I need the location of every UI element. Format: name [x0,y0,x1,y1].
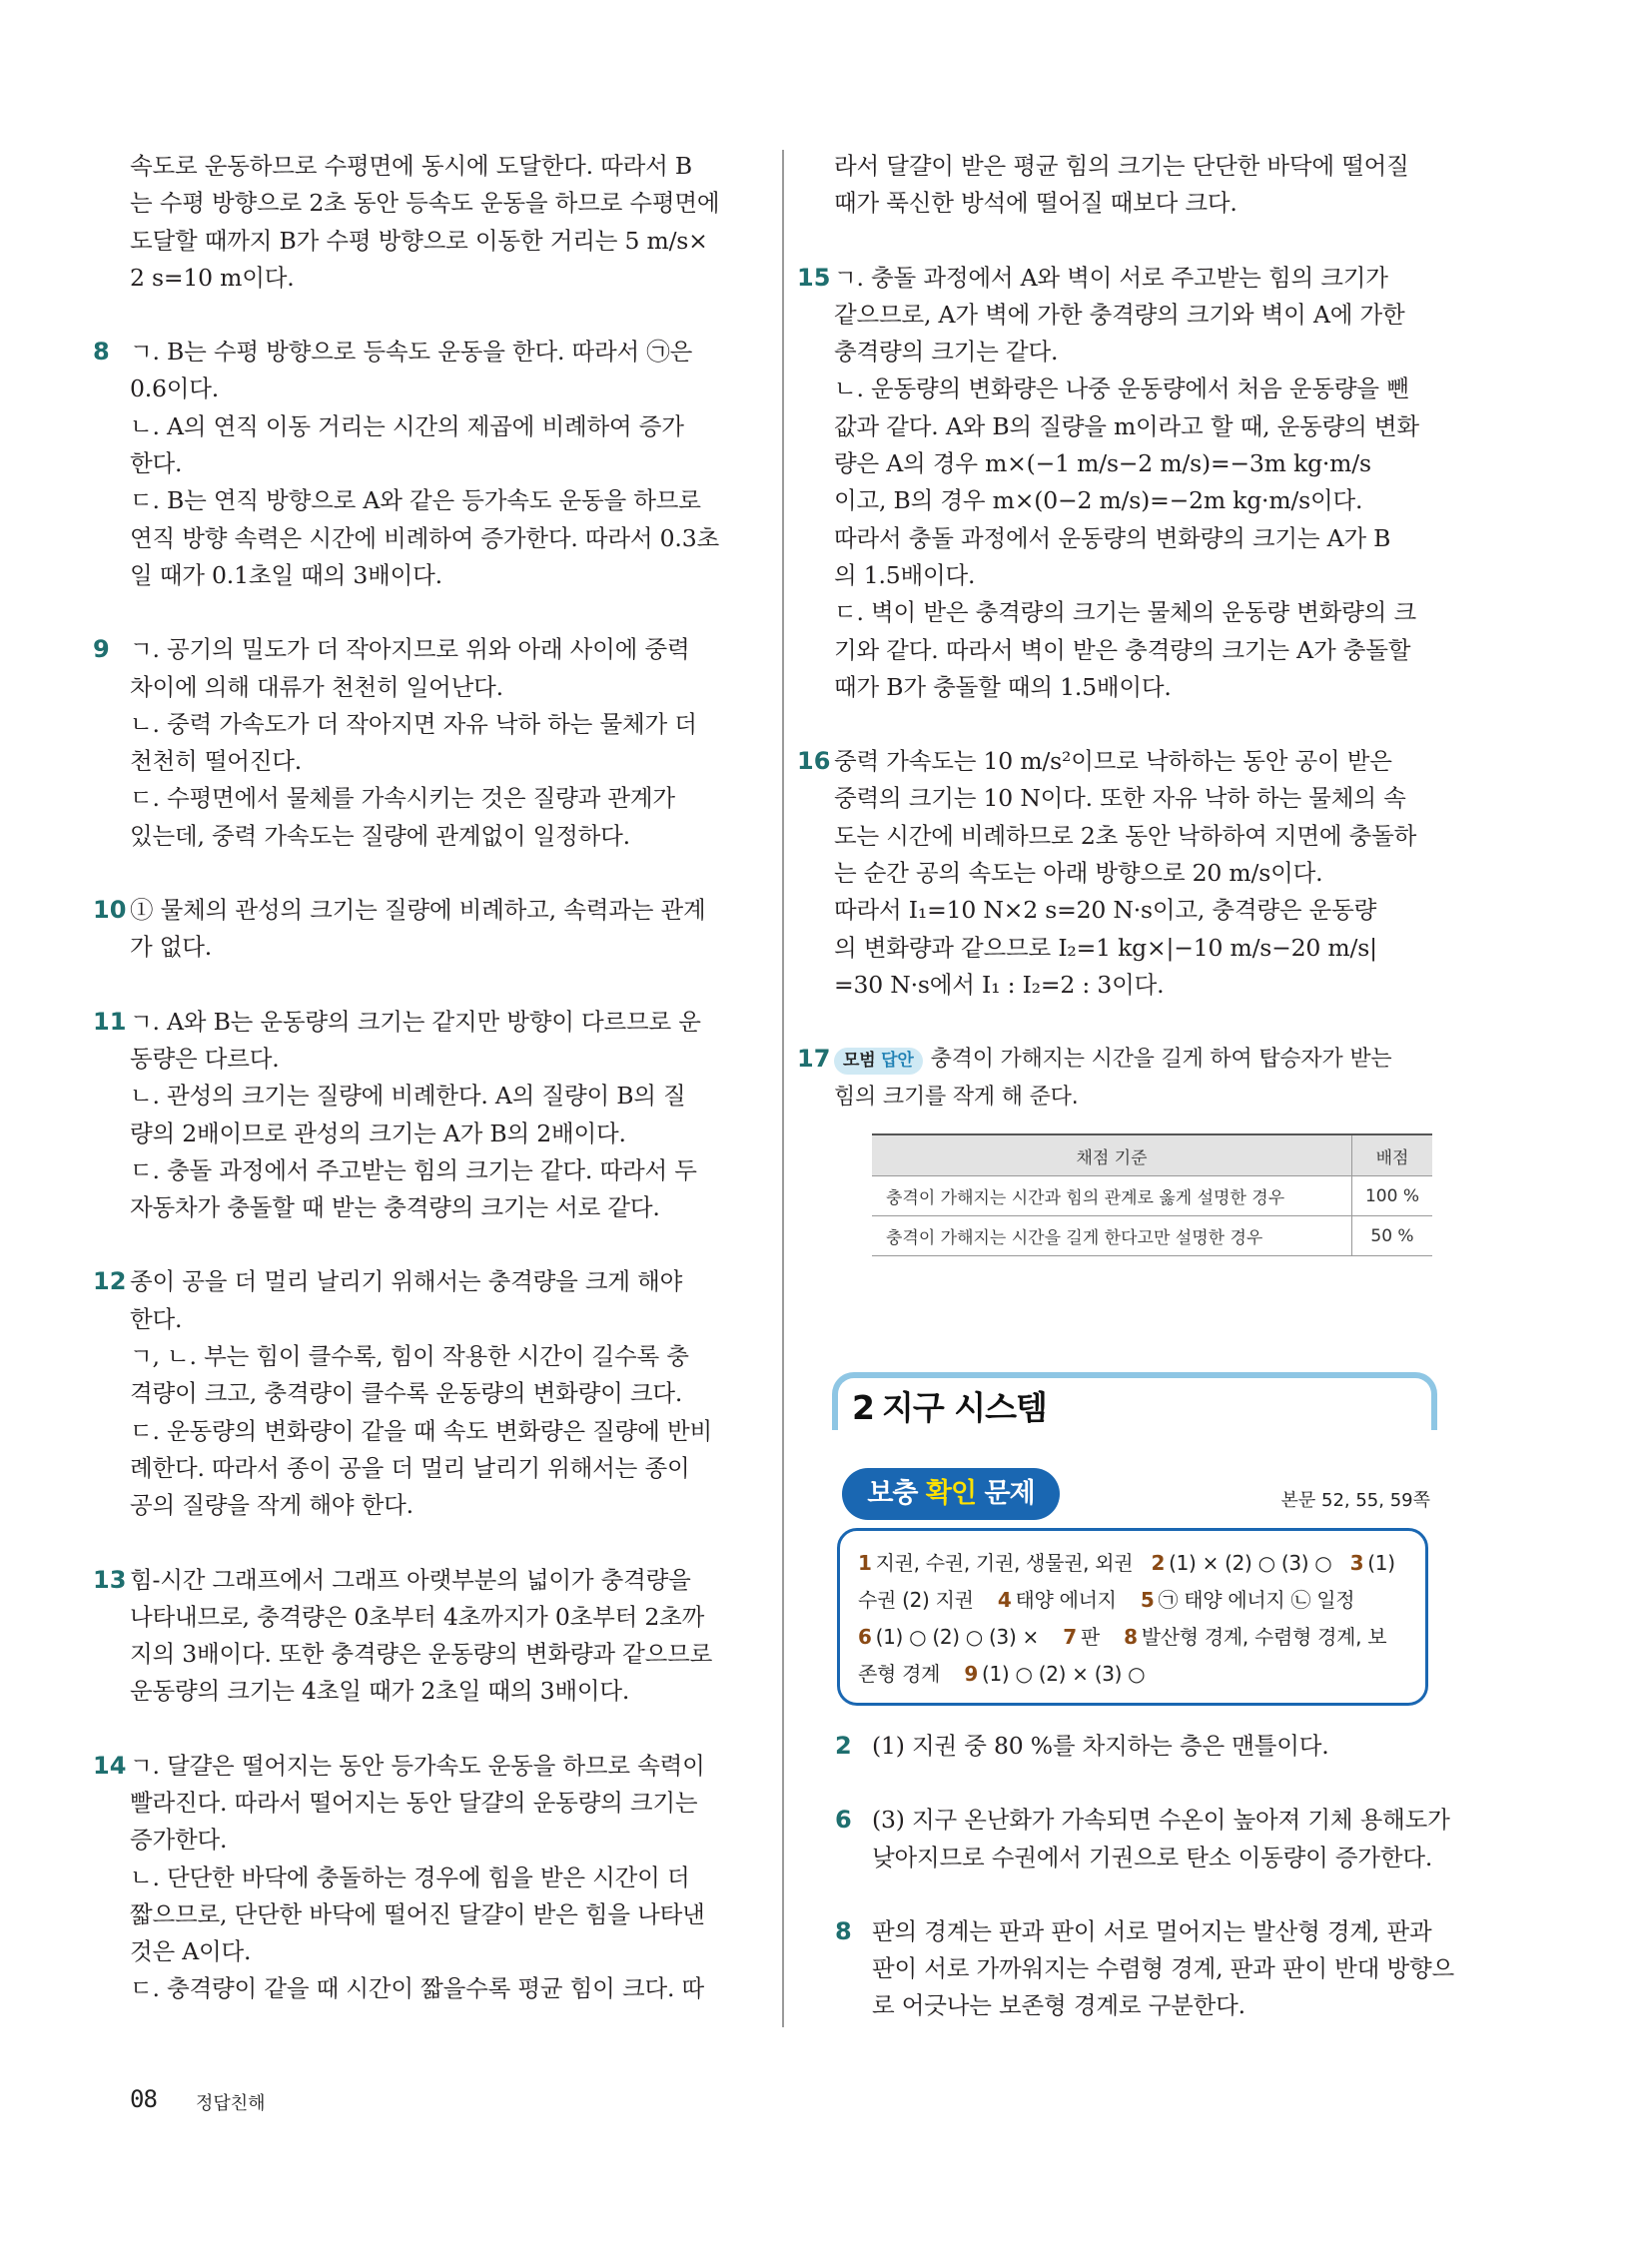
text-line: ㄴ. A의 연직 이동 거리는 시간의 제곱에 비례하여 증가 [130,411,684,440]
text-line: 는 수평 방향으로 2초 동안 등속도 운동을 하므로 수평면에 [130,189,720,218]
answer-item-10 [93,892,729,967]
column-divider [782,150,784,2027]
text-line: 판이 서로 가까워지는 수렴형 경계, 판과 판이 반대 방향으 [872,1954,1454,1983]
left-column [93,148,729,2008]
answer-text: 태양 에너지 [1015,1588,1117,1612]
text-line: 따라서 충돌 과정에서 운동량의 변화량의 크기는 A가 B [834,523,1391,552]
answer-number: 8 [1124,1625,1138,1649]
text-line: 때가 푹신한 방석에 떨어질 때보다 크다. [834,189,1238,218]
text-line: ㄴ. 운동량의 변화량은 나중 운동량에서 처음 운동량을 뺀 [834,374,1409,403]
model-answer-text: 충격이 가해지는 시간을 길게 하여 탑승자가 받는 [930,1047,1392,1073]
text-line: 도는 시간에 비례하므로 2초 동안 낙하하여 지면에 충돌하 [834,821,1417,850]
answer-item-17 [797,1041,1434,1116]
text-line: 낮아지므로 수권에서 기권으로 탄소 이동량이 증가한다. [872,1843,1433,1871]
model-answer-badge [834,1048,923,1075]
scoring-table [872,1133,1432,1256]
answer-number: 2 [1151,1551,1166,1575]
item-number: 8 [835,1916,852,1945]
explanation-item-2 [835,1728,1432,1765]
answer-item-14 [93,1748,729,2008]
pill-text: 보충 [867,1478,918,1509]
score-cell: 50 % [1352,1216,1433,1256]
text-line: 값과 같다. A와 B의 질량을 m이라고 할 때, 운동량의 변화 [834,411,1419,440]
item-number: 17 [797,1045,831,1074]
text-line: ㄱ. A와 B는 운동량의 크기는 같지만 방향이 다르므로 운 [130,1007,701,1036]
text-line: 량의 2배이므로 관성의 크기는 A가 B의 2배이다. [130,1119,626,1147]
text-line: 중력의 크기는 10 N이다. 또한 자유 낙하 하는 물체의 속 [834,784,1406,813]
answer-item-9 [93,631,729,855]
section-number: 2 [852,1388,874,1427]
text-line: 한다. [130,1304,183,1333]
text-line: 의 변화량과 같으므로 I₂=1 kg×|−10 m/s−20 m/s| [834,933,1377,962]
text-line: 때가 B가 충돌할 때의 1.5배이다. [834,672,1172,701]
text-line: 충격량의 크기는 같다. [834,338,1059,367]
text-line: 가 없다. [130,933,213,962]
answer-text: 존형 경계 [858,1662,941,1686]
answer-item-11 [93,1004,729,1227]
text-line: 빨라진다. 따라서 떨어지는 동안 달걀의 운동량의 크기는 [130,1788,698,1817]
text-line: 짧으므로, 단단한 바닥에 떨어진 달걀이 받은 힘을 나타낸 [130,1899,705,1928]
answer-number: 1 [858,1551,872,1575]
text-line: ㄴ. 관성의 크기는 질량에 비례한다. A의 질량이 B의 질 [130,1082,686,1111]
answer-text: (1) [1367,1551,1395,1575]
text-line: ㄷ. 운동량의 변화량이 같을 때 속도 변화량은 질량에 반비 [130,1416,712,1445]
table-row [872,1216,1432,1256]
answer-text: (1) ○ (2) × (3) ○ [982,1662,1146,1686]
table-row [872,1176,1432,1216]
text-line: 2 s=10 m이다. [130,263,295,292]
text-line: ㄱ. 달걀은 떨어지는 동안 등가속도 운동을 하므로 속력이 [130,1751,705,1780]
section-title [852,1382,1047,1429]
answer-line [858,1656,1411,1693]
item-number: 12 [93,1267,127,1296]
answer-text: 판 [1080,1625,1100,1649]
answer-item-15 [797,260,1434,707]
text-line: 연직 방향 속력은 시간에 비례하여 증가한다. 따라서 0.3초 [130,523,719,552]
badge-text: 답안 [881,1051,914,1072]
answer-text: (1) ○ (2) ○ (3) × [875,1625,1039,1649]
right-column [797,148,1434,1116]
text-line: 라서 달걀이 받은 평균 힘의 크기는 단단한 바닥에 떨어질 [834,152,1409,180]
text-line: 차이에 의해 대류가 천천히 일어난다. [130,672,503,701]
answer-text: (1) × (2) ○ (3) ○ [1169,1551,1332,1575]
text-line: 동량은 다르다. [130,1044,280,1073]
answer-item-16 [797,743,1434,1004]
text-line: ㄴ. 중력 가속도가 더 작아지면 자유 낙하 하는 물체가 더 [130,709,697,738]
criteria-header: 채점 기준 [872,1134,1352,1176]
explanation-item-8 [835,1913,1454,2025]
answer-number: 4 [997,1588,1012,1612]
item-number: 2 [835,1732,852,1760]
text-line: 지의 3배이다. 또한 충격량은 운동량의 변화량과 같으므로 [130,1640,713,1669]
text-line: 같으므로, A가 벽에 가한 충격량의 크기와 벽이 A에 가한 [834,300,1405,329]
text-line: ㄴ. 단단한 바닥에 충돌하는 경우에 힘을 받은 시간이 더 [130,1863,690,1891]
text-line: 는 순간 공의 속도는 아래 방향으로 20 m/s이다. [834,859,1323,888]
pill-text: 문제 [984,1478,1035,1509]
text-line: 자동차가 충돌할 때 받는 충격량의 크기는 서로 같다. [130,1193,660,1222]
text-line: 공의 질량을 작게 해야 한다. [130,1491,413,1520]
badge-text: 모범 [843,1051,876,1072]
score-header: 배점 [1352,1134,1433,1176]
pill-highlight-text: 확인 [925,1478,977,1509]
text-line: 판의 경계는 판과 판이 서로 멀어지는 발산형 경계, 판과 [872,1916,1432,1945]
text-line: ㄷ. 벽이 받은 충격량의 크기는 물체의 운동량 변화량의 크 [834,598,1416,627]
item-number: 9 [93,635,110,664]
left-intro [130,148,729,297]
item-number: 13 [93,1565,127,1594]
answer-line [858,1582,1411,1619]
text-line [834,1041,1434,1078]
answer-item-8 [93,334,729,594]
text-line: 것은 A이다. [130,1937,252,1966]
answer-number: 5 [1140,1588,1155,1612]
earth-explanations [835,1728,1454,2025]
check-problems-badge [842,1468,1060,1520]
answer-number: 6 [858,1625,872,1649]
text-line: 천천히 떨어진다. [130,747,303,776]
text-line: 0.6이다. [130,374,220,403]
answer-number: 7 [1063,1625,1077,1649]
text-line: 중력 가속도는 10 m/s²이므로 낙하하는 동안 공이 받은 [834,747,1392,776]
text-line: 도달할 때까지 B가 수평 방향으로 이동한 거리는 5 m/s× [130,226,708,255]
answer-text: ㉠ 태양 에너지 ㉡ 일정 [1158,1588,1355,1612]
text-line: 나타내므로, 충격량은 0초부터 4초까지가 0초부터 2초까 [130,1602,705,1631]
text-line: 있는데, 중력 가속도는 질량에 관계없이 일정하다. [130,821,630,850]
text-line: 격량이 크고, 충격량이 클수록 운동량의 변화량이 크다. [130,1379,683,1408]
text-line: 속도로 운동하므로 수평면에 동시에 도달한다. 따라서 B [130,152,692,180]
text-line: 힘-시간 그래프에서 그래프 아랫부분의 넓이가 충격량을 [130,1565,691,1594]
text-line: 의 1.5배이다. [834,560,976,589]
explanation-item-6 [835,1802,1450,1876]
page-reference: 본문 52, 55, 59쪽 [1280,1490,1430,1511]
text-line: ㄱ, ㄴ. 부는 힘이 클수록, 힘이 작용한 시간이 길수록 충 [130,1342,689,1371]
answer-line [858,1619,1411,1656]
score-cell: 100 % [1352,1176,1433,1216]
text-line: 례한다. 따라서 종이 공을 더 멀리 날리기 위해서는 종이 [130,1453,690,1482]
answer-line [858,1545,1411,1582]
text-line: 한다. [130,449,183,478]
answer-number: 3 [1349,1551,1364,1575]
item-number: 6 [835,1806,852,1835]
text-line: ㄷ. 충격량이 같을 때 시간이 짧을수록 평균 힘이 크다. 따 [130,1974,704,2003]
item-number: 15 [797,263,831,292]
text-line: ㄷ. 충돌 과정에서 주고받는 힘의 크기는 같다. 따라서 두 [130,1155,697,1184]
answer-text: 발산형 경계, 수렴형 경계, 보 [1141,1625,1387,1649]
item-number: 8 [93,338,110,367]
text-line: =30 N·s에서 I₁ : I₂=2 : 3이다. [834,970,1165,999]
section-title-text: 지구 시스템 [881,1388,1047,1427]
text-line: 따라서 I₁=10 N×2 s=20 N·s이고, 충격량은 운동량 [834,896,1377,925]
table-header-row [872,1134,1432,1176]
text-line: (1) 지권 중 80 %를 차지하는 층은 맨틀이다. [872,1732,1329,1760]
text-line: ㄷ. 수평면에서 물체를 가속시키는 것은 질량과 관계가 [130,784,675,813]
item-number: 10 [93,896,127,925]
right-intro [834,148,1434,223]
item-number: 14 [93,1751,127,1780]
book-title: 정답친해 [196,2093,266,2114]
criteria-cell: 충격이 가해지는 시간과 힘의 관계로 옳게 설명한 경우 [872,1176,1352,1216]
answer-item-12 [93,1263,729,1524]
text-line: 일 때가 0.1초일 때의 3배이다. [130,560,442,589]
text-line: 기와 같다. 따라서 벽이 받은 충격량의 크기는 A가 충돌할 [834,635,1411,664]
text-line: ㄱ. 충돌 과정에서 A와 벽이 서로 주고받는 힘의 크기가 [834,263,1388,292]
text-line: 로 어긋나는 보존형 경계로 구분한다. [872,1991,1245,2020]
item-number: 11 [93,1007,127,1036]
answer-text: 수권 (2) 지권 [858,1588,974,1612]
answer-item-13 [93,1562,729,1711]
answer-number: 9 [964,1662,978,1686]
text-line: ㄷ. B는 연직 방향으로 A와 같은 등가속도 운동을 하므로 [130,486,701,515]
text-line: ① 물체의 관성의 크기는 질량에 비례하고, 속력과는 관계 [130,896,706,925]
text-line: 증가한다. [130,1826,228,1855]
quick-answer-box [837,1528,1428,1706]
text-line: ㄱ. 공기의 밀도가 더 작아지므로 위와 아래 사이에 중력 [130,635,690,664]
text-line: 이고, B의 경우 m×(0−2 m/s)=−2m kg·m/s이다. [834,486,1363,515]
answer-text: 지권, 수권, 기권, 생물권, 외권 [875,1551,1134,1575]
text-line: (3) 지구 온난화가 가속되면 수온이 높아져 기체 용해도가 [872,1806,1450,1835]
text-line: 힘의 크기를 작게 해 준다. [834,1084,1079,1110]
text-line: 량은 A의 경우 m×(−1 m/s−2 m/s)=−3m kg·m/s [834,449,1371,478]
text-line: ㄱ. B는 수평 방향으로 등속도 운동을 한다. 따라서 ㉠은 [130,338,693,367]
item-number: 16 [797,747,831,776]
page-number: 08 [130,2085,157,2113]
text-line: 종이 공을 더 멀리 날리기 위해서는 충격량을 크게 해야 [130,1267,683,1296]
text-line: 운동량의 크기는 4초일 때가 2초일 때의 3배이다. [130,1677,630,1706]
criteria-cell: 충격이 가해지는 시간을 길게 한다고만 설명한 경우 [872,1216,1352,1256]
